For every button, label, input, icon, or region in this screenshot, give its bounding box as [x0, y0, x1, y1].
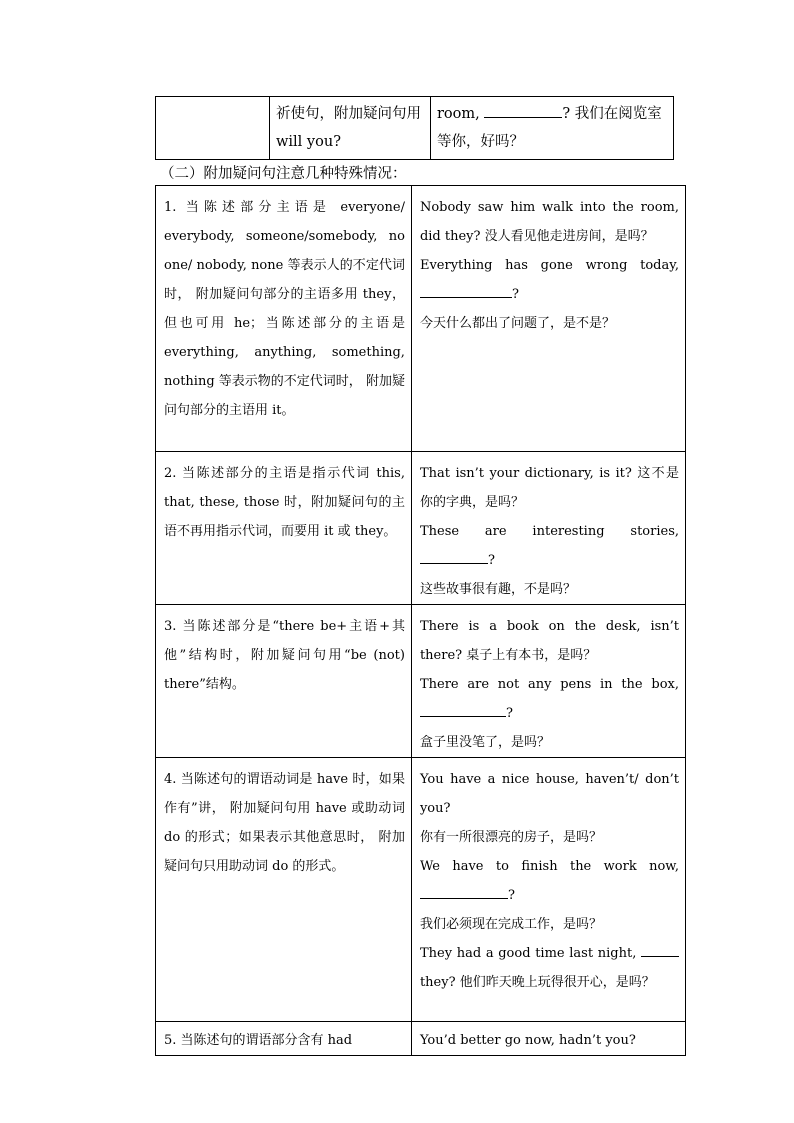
example-sentence: You’d better go now, hadn’t you? [419, 1033, 636, 1048]
example-translation: 盒子里没笔了，是吗？ [419, 735, 550, 750]
table-row [156, 186, 686, 452]
example-text-pre: room, [437, 106, 480, 122]
answer-blank[interactable] [484, 103, 562, 118]
table-row [156, 97, 674, 160]
example-sentence: There are not any pens in the box,? [419, 677, 679, 721]
section-heading: （二）附加疑问句注意几种特殊情况： [160, 166, 407, 182]
example-cell [411, 1022, 685, 1056]
table-row [156, 605, 686, 758]
example-cell [411, 758, 685, 1022]
continued-grammar-table [155, 96, 674, 160]
example-translation: 这些故事很有趣，不是吗？ [419, 582, 576, 597]
answer-blank[interactable] [420, 549, 488, 564]
example-translation: 今天什么都出了问题了，是不是？ [419, 316, 615, 331]
example-sentence: There is a book on the desk, isn’t there? 桌子上有本书，是吗？ [419, 619, 679, 663]
special-cases-table [155, 185, 686, 1056]
rule-cell: 2. 当陈述部分的主语是指示代词 this, that, these, those 时，附加疑问句的主语不再用指示代词，而要用 it 或 they。 [156, 452, 412, 605]
answer-blank[interactable] [420, 884, 508, 899]
example-cell [411, 452, 685, 605]
example-sentence: That isn’t your dictionary, is it? 这不是你的字典，是吗？ [419, 466, 679, 510]
example-sentence: They had a good time last night, they? 他们昨天晚上玩得很开心，是吗？ [420, 939, 679, 997]
table-row [156, 1022, 686, 1056]
table-row [156, 758, 686, 1022]
table-row [156, 452, 686, 605]
example-cell [411, 186, 685, 452]
rule-cell: 3. 当陈述部分是“there be+主语+其他”结构时，附加疑问句用“be (not) there”结构。 [156, 605, 412, 758]
example-translation: 你有一所很漂亮的房子，是吗？ [419, 830, 602, 845]
rule-cell: 5. 当陈述句的谓语部分含有 had [156, 1022, 412, 1056]
rule-cell: 祈使句，附加疑问句用 will you? [270, 97, 431, 160]
rule-cell: 4. 当陈述句的谓语动词是 have 时，如果作有”讲， 附加疑问句用 have 或助动词 do 的形式；如果表示其他意思时， 附加疑问句只用助动词 do 的形式。 [156, 758, 412, 1022]
example-sentence: Everything has gone wrong today,? [419, 258, 679, 302]
answer-blank[interactable] [420, 283, 512, 298]
rule-cell: 1. 当陈述部分主语是 everyone/ everybody, someone/somebody, no one/ nobody, none 等表示人的不定代词时， 附加疑问句部分的主语多用 they，但也可用 he；当陈述部分的主语是 everything, anything, something, nothing 等表示物的不定代词时， 附加疑问句部分的主语用 it。 [156, 186, 412, 452]
example-cell [431, 97, 674, 160]
example-sentence: You have a nice house, haven’t/ don’t you? [419, 772, 679, 816]
example-translation: 我们必须现在完成工作，是吗？ [419, 917, 602, 932]
example-cell [411, 605, 685, 758]
example-text-post: ? 我们在阅览室等你，好吗？ [437, 106, 662, 150]
answer-blank[interactable] [641, 942, 679, 957]
empty-cell [156, 97, 270, 160]
example-sentence: These are interesting stories,? [419, 524, 679, 568]
answer-blank[interactable] [420, 702, 506, 717]
example-sentence: Nobody saw him walk into the room, did they? 没人看见他走进房间，是吗？ [419, 200, 679, 244]
example-sentence: We have to finish the work now,? [419, 859, 679, 903]
